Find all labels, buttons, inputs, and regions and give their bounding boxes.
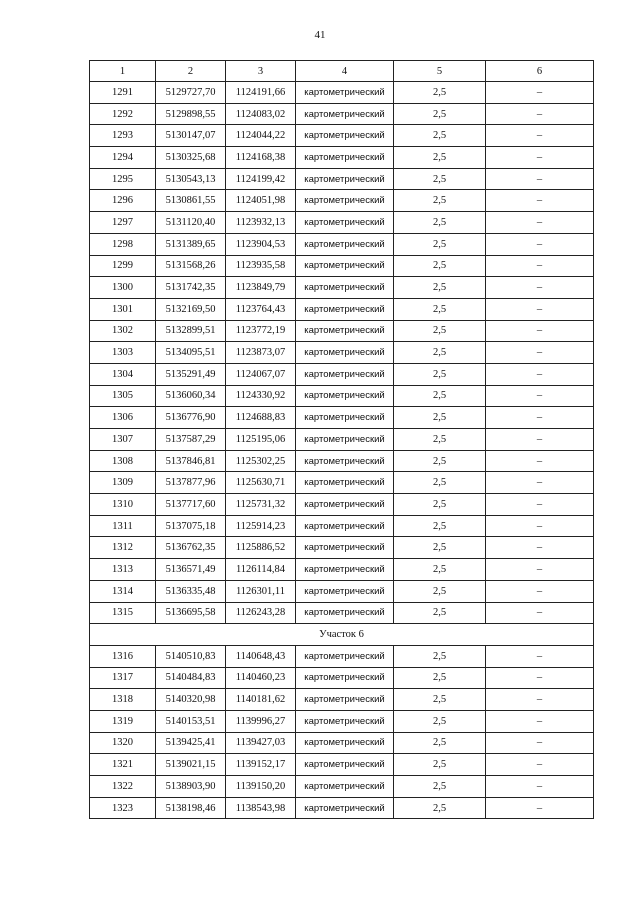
table-row [90, 689, 594, 711]
accuracy-cell: 2,5 [394, 450, 486, 472]
method-cell: картометрический [296, 472, 394, 494]
accuracy-cell: 2,5 [394, 754, 486, 776]
method-cell: картометрический [296, 277, 394, 299]
x-coordinate-cell: 5135291,49 [156, 363, 226, 385]
x-coordinate-cell: 5138903,90 [156, 776, 226, 798]
accuracy-cell: 2,5 [394, 320, 486, 342]
accuracy-cell: 2,5 [394, 298, 486, 320]
y-coordinate-cell: 1123904,53 [226, 233, 296, 255]
accuracy-cell: 2,5 [394, 602, 486, 624]
table-row [90, 580, 594, 602]
y-coordinate-cell: 1126301,11 [226, 580, 296, 602]
note-cell: – [486, 255, 594, 277]
accuracy-cell: 2,5 [394, 472, 486, 494]
table-row [90, 103, 594, 125]
x-coordinate-cell: 5139021,15 [156, 754, 226, 776]
table-row [90, 212, 594, 234]
note-cell: – [486, 450, 594, 472]
y-coordinate-cell: 1123772,19 [226, 320, 296, 342]
method-cell: картометрический [296, 342, 394, 364]
point-number-cell: 1294 [90, 147, 156, 169]
note-cell: – [486, 710, 594, 732]
y-coordinate-cell: 1140181,62 [226, 689, 296, 711]
y-coordinate-cell: 1125914,23 [226, 515, 296, 537]
y-coordinate-cell: 1139427,03 [226, 732, 296, 754]
y-coordinate-cell: 1123935,58 [226, 255, 296, 277]
note-cell: – [486, 515, 594, 537]
note-cell: – [486, 797, 594, 819]
accuracy-cell: 2,5 [394, 385, 486, 407]
method-cell: картометрический [296, 298, 394, 320]
point-number-cell: 1323 [90, 797, 156, 819]
accuracy-cell: 2,5 [394, 342, 486, 364]
table-row [90, 233, 594, 255]
accuracy-cell: 2,5 [394, 277, 486, 299]
accuracy-cell: 2,5 [394, 494, 486, 516]
note-cell: – [486, 559, 594, 581]
y-coordinate-cell: 1125195,06 [226, 429, 296, 451]
table-row [90, 602, 594, 624]
method-cell: картометрический [296, 667, 394, 689]
x-coordinate-cell: 5140153,51 [156, 710, 226, 732]
note-cell: – [486, 580, 594, 602]
table-row [90, 168, 594, 190]
method-cell: картометрический [296, 125, 394, 147]
table-body [90, 82, 594, 819]
table-row [90, 559, 594, 581]
point-number-cell: 1304 [90, 363, 156, 385]
x-coordinate-cell: 5137717,60 [156, 494, 226, 516]
accuracy-cell: 2,5 [394, 689, 486, 711]
accuracy-cell: 2,5 [394, 82, 486, 104]
x-coordinate-cell: 5137587,29 [156, 429, 226, 451]
y-coordinate-cell: 1125630,71 [226, 472, 296, 494]
point-number-cell: 1292 [90, 103, 156, 125]
note-cell: – [486, 645, 594, 667]
y-coordinate-cell: 1126114,84 [226, 559, 296, 581]
table-row [90, 645, 594, 667]
point-number-cell: 1322 [90, 776, 156, 798]
point-number-cell: 1312 [90, 537, 156, 559]
section-row [90, 624, 594, 646]
note-cell: – [486, 363, 594, 385]
accuracy-cell: 2,5 [394, 559, 486, 581]
table-row [90, 125, 594, 147]
method-cell: картометрический [296, 103, 394, 125]
y-coordinate-cell: 1124051,98 [226, 190, 296, 212]
method-cell: картометрический [296, 710, 394, 732]
accuracy-cell: 2,5 [394, 168, 486, 190]
y-coordinate-cell: 1138543,98 [226, 797, 296, 819]
point-number-cell: 1296 [90, 190, 156, 212]
x-coordinate-cell: 5139425,41 [156, 732, 226, 754]
y-coordinate-cell: 1125731,32 [226, 494, 296, 516]
accuracy-cell: 2,5 [394, 797, 486, 819]
y-coordinate-cell: 1124191,66 [226, 82, 296, 104]
note-cell: – [486, 602, 594, 624]
point-number-cell: 1316 [90, 645, 156, 667]
point-number-cell: 1319 [90, 710, 156, 732]
y-coordinate-cell: 1123764,43 [226, 298, 296, 320]
method-cell: картометрический [296, 580, 394, 602]
point-number-cell: 1310 [90, 494, 156, 516]
y-coordinate-cell: 1124168,38 [226, 147, 296, 169]
table-row [90, 472, 594, 494]
point-number-cell: 1314 [90, 580, 156, 602]
method-cell: картометрический [296, 602, 394, 624]
x-coordinate-cell: 5130147,07 [156, 125, 226, 147]
method-cell: картометрический [296, 168, 394, 190]
column-header: 2 [156, 61, 226, 82]
note-cell: – [486, 472, 594, 494]
accuracy-cell: 2,5 [394, 429, 486, 451]
method-cell: картометрический [296, 320, 394, 342]
method-cell: картометрический [296, 732, 394, 754]
x-coordinate-cell: 5130543,13 [156, 168, 226, 190]
y-coordinate-cell: 1123873,07 [226, 342, 296, 364]
note-cell: – [486, 754, 594, 776]
y-coordinate-cell: 1124330,92 [226, 385, 296, 407]
accuracy-cell: 2,5 [394, 147, 486, 169]
accuracy-cell: 2,5 [394, 125, 486, 147]
note-cell: – [486, 342, 594, 364]
method-cell: картометрический [296, 450, 394, 472]
note-cell: – [486, 103, 594, 125]
method-cell: картометрический [296, 494, 394, 516]
x-coordinate-cell: 5136571,49 [156, 559, 226, 581]
method-cell: картометрический [296, 776, 394, 798]
table-row [90, 255, 594, 277]
table-row [90, 515, 594, 537]
table-row [90, 277, 594, 299]
accuracy-cell: 2,5 [394, 103, 486, 125]
point-number-cell: 1307 [90, 429, 156, 451]
method-cell: картометрический [296, 363, 394, 385]
accuracy-cell: 2,5 [394, 732, 486, 754]
x-coordinate-cell: 5140484,83 [156, 667, 226, 689]
accuracy-cell: 2,5 [394, 255, 486, 277]
point-number-cell: 1305 [90, 385, 156, 407]
note-cell: – [486, 776, 594, 798]
accuracy-cell: 2,5 [394, 407, 486, 429]
x-coordinate-cell: 5137075,18 [156, 515, 226, 537]
x-coordinate-cell: 5134095,51 [156, 342, 226, 364]
y-coordinate-cell: 1124067,07 [226, 363, 296, 385]
table-row [90, 385, 594, 407]
x-coordinate-cell: 5131742,35 [156, 277, 226, 299]
table-row [90, 407, 594, 429]
y-coordinate-cell: 1124199,42 [226, 168, 296, 190]
table-row [90, 776, 594, 798]
accuracy-cell: 2,5 [394, 190, 486, 212]
x-coordinate-cell: 5131389,65 [156, 233, 226, 255]
point-number-cell: 1295 [90, 168, 156, 190]
x-coordinate-cell: 5129898,55 [156, 103, 226, 125]
column-header: 4 [296, 61, 394, 82]
table-header-row [90, 61, 594, 82]
point-number-cell: 1320 [90, 732, 156, 754]
accuracy-cell: 2,5 [394, 645, 486, 667]
x-coordinate-cell: 5137877,96 [156, 472, 226, 494]
note-cell: – [486, 190, 594, 212]
column-header: 3 [226, 61, 296, 82]
note-cell: – [486, 689, 594, 711]
point-number-cell: 1309 [90, 472, 156, 494]
column-header: 1 [90, 61, 156, 82]
table-row [90, 754, 594, 776]
point-number-cell: 1300 [90, 277, 156, 299]
x-coordinate-cell: 5137846,81 [156, 450, 226, 472]
note-cell: – [486, 147, 594, 169]
table-row [90, 732, 594, 754]
note-cell: – [486, 125, 594, 147]
x-coordinate-cell: 5140320,98 [156, 689, 226, 711]
point-number-cell: 1308 [90, 450, 156, 472]
note-cell: – [486, 168, 594, 190]
table-row [90, 797, 594, 819]
note-cell: – [486, 82, 594, 104]
accuracy-cell: 2,5 [394, 580, 486, 602]
method-cell: картометрический [296, 147, 394, 169]
note-cell: – [486, 732, 594, 754]
point-number-cell: 1321 [90, 754, 156, 776]
point-number-cell: 1318 [90, 689, 156, 711]
accuracy-cell: 2,5 [394, 233, 486, 255]
method-cell: картометрический [296, 559, 394, 581]
method-cell: картометрический [296, 754, 394, 776]
page-number: 41 [314, 29, 326, 41]
x-coordinate-cell: 5129727,70 [156, 82, 226, 104]
x-coordinate-cell: 5138198,46 [156, 797, 226, 819]
accuracy-cell: 2,5 [394, 212, 486, 234]
y-coordinate-cell: 1139150,20 [226, 776, 296, 798]
x-coordinate-cell: 5132899,51 [156, 320, 226, 342]
method-cell: картометрический [296, 233, 394, 255]
accuracy-cell: 2,5 [394, 776, 486, 798]
x-coordinate-cell: 5132169,50 [156, 298, 226, 320]
x-coordinate-cell: 5136060,34 [156, 385, 226, 407]
note-cell: – [486, 212, 594, 234]
column-header: 6 [486, 61, 594, 82]
method-cell: картометрический [296, 797, 394, 819]
note-cell: – [486, 233, 594, 255]
method-cell: картометрический [296, 385, 394, 407]
method-cell: картометрический [296, 537, 394, 559]
accuracy-cell: 2,5 [394, 667, 486, 689]
x-coordinate-cell: 5130325,68 [156, 147, 226, 169]
y-coordinate-cell: 1123849,79 [226, 277, 296, 299]
x-coordinate-cell: 5136762,35 [156, 537, 226, 559]
y-coordinate-cell: 1139996,27 [226, 710, 296, 732]
table-row [90, 710, 594, 732]
x-coordinate-cell: 5136695,58 [156, 602, 226, 624]
note-cell: – [486, 537, 594, 559]
method-cell: картометрический [296, 190, 394, 212]
point-number-cell: 1297 [90, 212, 156, 234]
y-coordinate-cell: 1124083,02 [226, 103, 296, 125]
table-row [90, 494, 594, 516]
point-number-cell: 1313 [90, 559, 156, 581]
x-coordinate-cell: 5136335,48 [156, 580, 226, 602]
section-title: Участок 6 [90, 624, 594, 646]
y-coordinate-cell: 1126243,28 [226, 602, 296, 624]
accuracy-cell: 2,5 [394, 515, 486, 537]
y-coordinate-cell: 1139152,17 [226, 754, 296, 776]
point-number-cell: 1301 [90, 298, 156, 320]
point-number-cell: 1299 [90, 255, 156, 277]
y-coordinate-cell: 1140648,43 [226, 645, 296, 667]
x-coordinate-cell: 5131568,26 [156, 255, 226, 277]
accuracy-cell: 2,5 [394, 363, 486, 385]
method-cell: картометрический [296, 407, 394, 429]
point-number-cell: 1303 [90, 342, 156, 364]
note-cell: – [486, 667, 594, 689]
point-number-cell: 1302 [90, 320, 156, 342]
note-cell: – [486, 429, 594, 451]
table-row [90, 82, 594, 104]
x-coordinate-cell: 5136776,90 [156, 407, 226, 429]
column-header: 5 [394, 61, 486, 82]
y-coordinate-cell: 1124688,83 [226, 407, 296, 429]
point-number-cell: 1311 [90, 515, 156, 537]
note-cell: – [486, 385, 594, 407]
accuracy-cell: 2,5 [394, 537, 486, 559]
table-row [90, 429, 594, 451]
table-row [90, 147, 594, 169]
table-row [90, 450, 594, 472]
point-number-cell: 1298 [90, 233, 156, 255]
method-cell: картометрический [296, 212, 394, 234]
y-coordinate-cell: 1124044,22 [226, 125, 296, 147]
note-cell: – [486, 320, 594, 342]
method-cell: картометрический [296, 515, 394, 537]
note-cell: – [486, 407, 594, 429]
y-coordinate-cell: 1123932,13 [226, 212, 296, 234]
table-row [90, 320, 594, 342]
table-row [90, 537, 594, 559]
note-cell: – [486, 277, 594, 299]
table-row [90, 342, 594, 364]
accuracy-cell: 2,5 [394, 710, 486, 732]
x-coordinate-cell: 5130861,55 [156, 190, 226, 212]
coordinates-table [89, 60, 594, 819]
table-row [90, 190, 594, 212]
note-cell: – [486, 298, 594, 320]
point-number-cell: 1291 [90, 82, 156, 104]
point-number-cell: 1293 [90, 125, 156, 147]
method-cell: картометрический [296, 429, 394, 451]
method-cell: картометрический [296, 645, 394, 667]
method-cell: картометрический [296, 255, 394, 277]
y-coordinate-cell: 1140460,23 [226, 667, 296, 689]
y-coordinate-cell: 1125302,25 [226, 450, 296, 472]
point-number-cell: 1317 [90, 667, 156, 689]
table-row [90, 298, 594, 320]
point-number-cell: 1315 [90, 602, 156, 624]
table-row [90, 667, 594, 689]
table-row [90, 363, 594, 385]
note-cell: – [486, 494, 594, 516]
x-coordinate-cell: 5131120,40 [156, 212, 226, 234]
y-coordinate-cell: 1125886,52 [226, 537, 296, 559]
point-number-cell: 1306 [90, 407, 156, 429]
method-cell: картометрический [296, 82, 394, 104]
method-cell: картометрический [296, 689, 394, 711]
x-coordinate-cell: 5140510,83 [156, 645, 226, 667]
